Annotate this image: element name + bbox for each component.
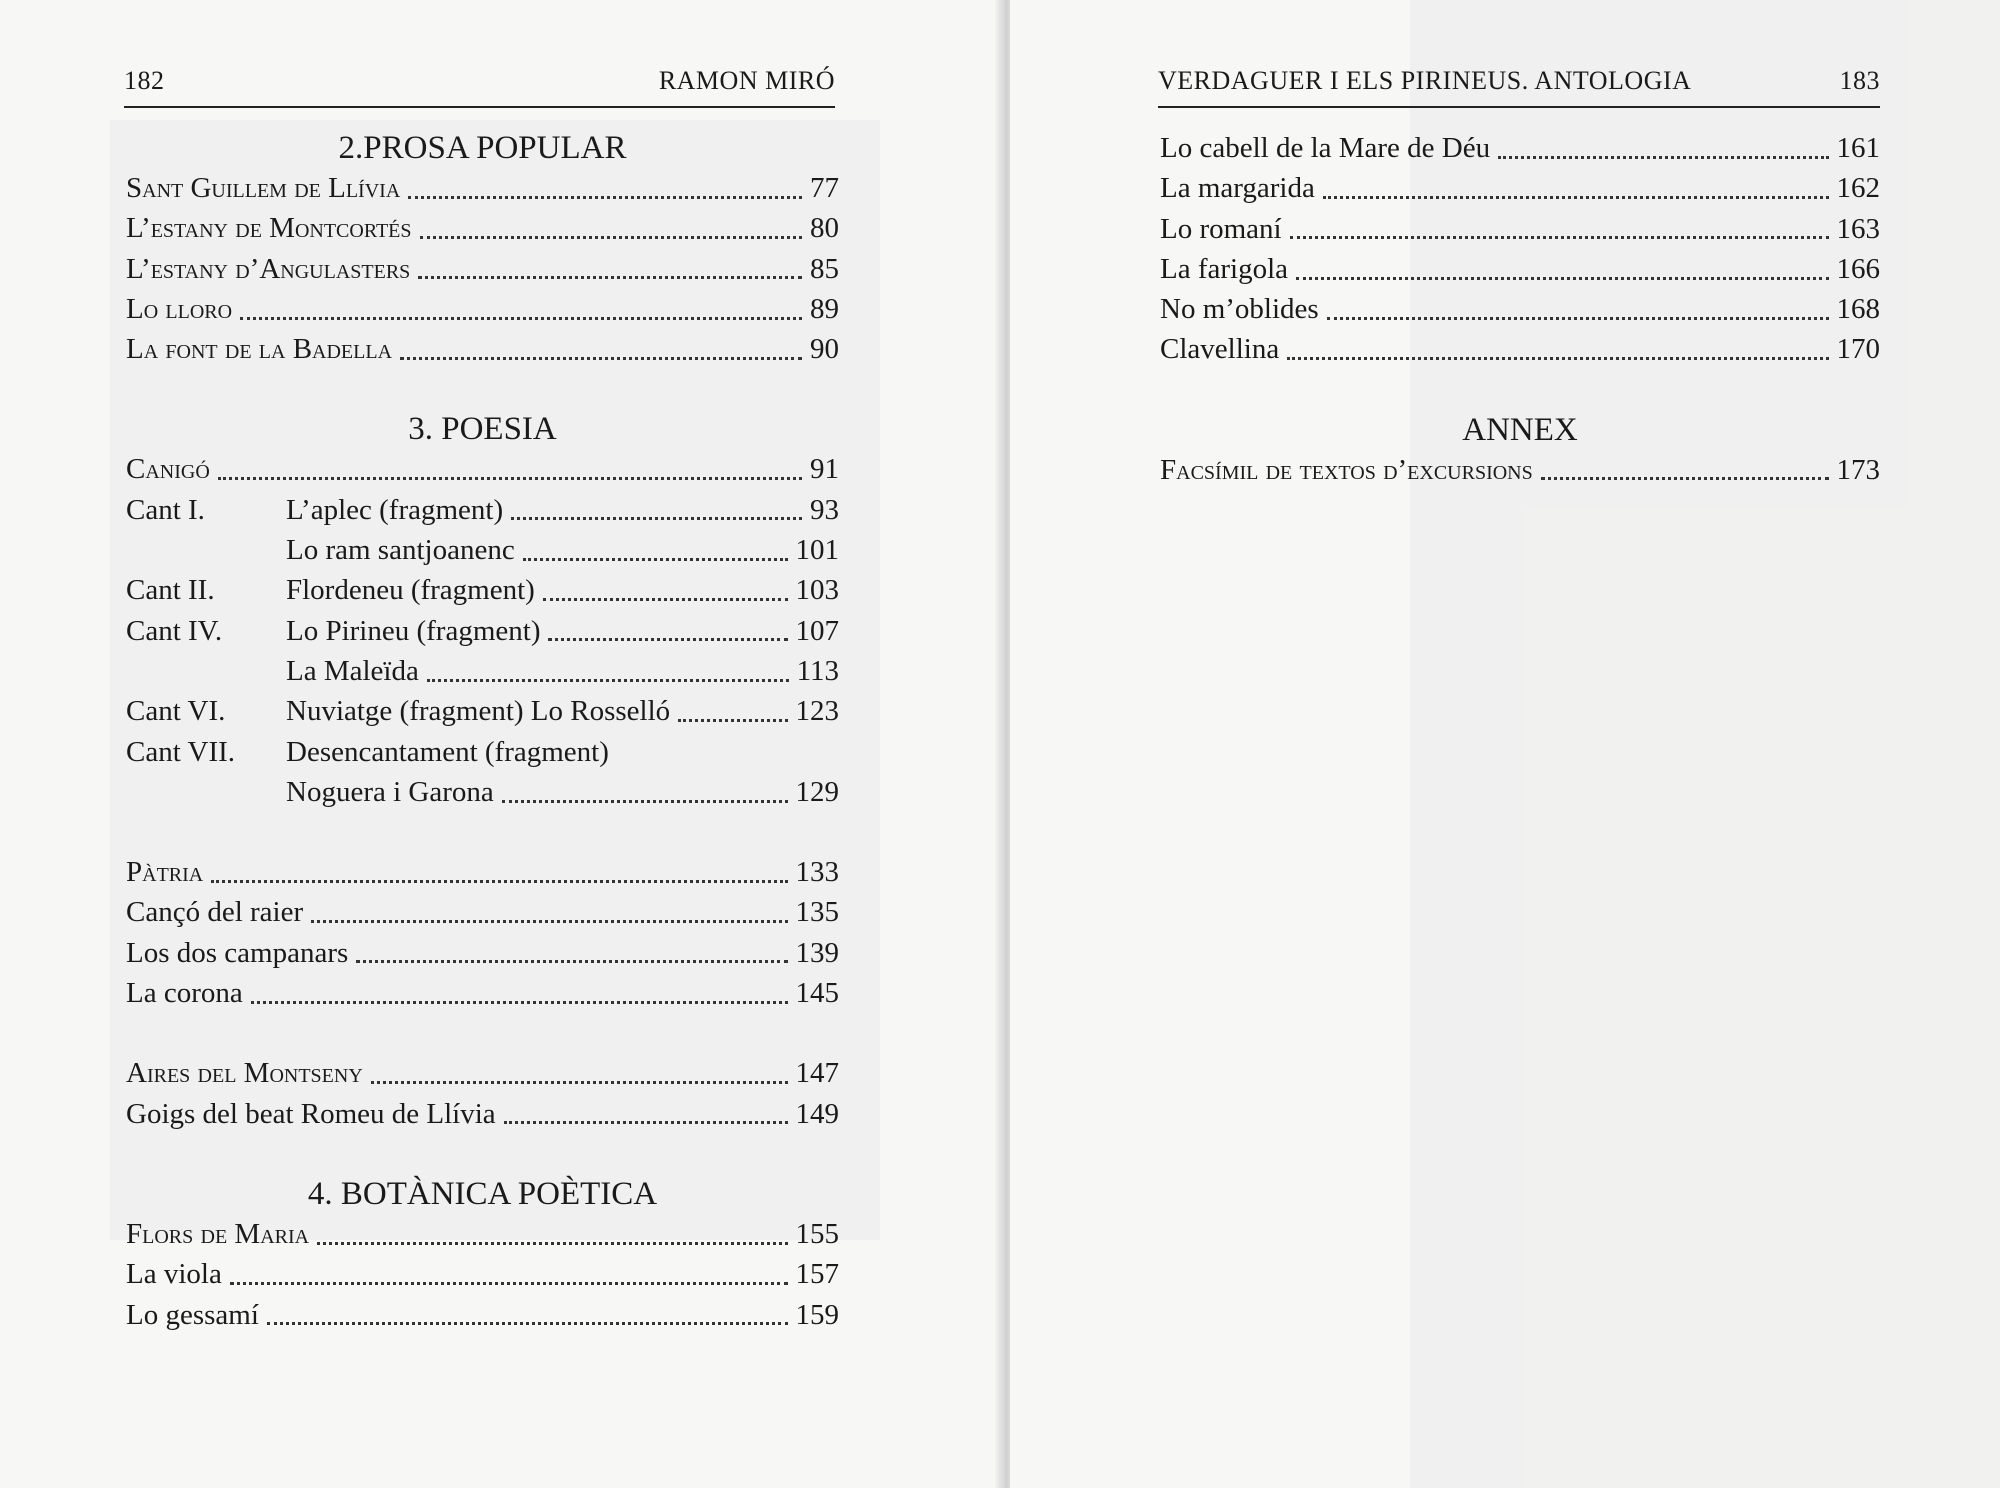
left-page-number: 182	[124, 66, 165, 95]
entry-page-number: 107	[795, 614, 839, 647]
entry-page-number: 91	[810, 453, 839, 486]
entry-page-number: 155	[795, 1217, 839, 1250]
dot-leader	[1541, 477, 1829, 480]
dot-leader	[240, 317, 802, 320]
right-running-header	[1158, 62, 1880, 108]
entry-title: Nuviatge (fragment) Lo Rosselló	[286, 695, 671, 728]
toc-entry	[126, 1254, 839, 1294]
entry-title: No m’oblides	[1160, 293, 1319, 326]
toc-entry	[126, 249, 839, 289]
entry-page-number: 145	[795, 977, 839, 1010]
toc-entry	[126, 570, 839, 610]
entry-title: Clavellina	[1160, 333, 1280, 366]
entry-page-number: 163	[1836, 212, 1880, 245]
toc-entry	[126, 329, 839, 369]
right-toc	[1160, 128, 1880, 490]
canto-label: Cant VII.	[126, 735, 236, 768]
entry-page-number: 173	[1836, 453, 1880, 486]
entry-title: Desencantament (fragment)	[286, 735, 609, 768]
dot-leader	[311, 920, 787, 923]
dot-leader	[218, 477, 802, 480]
entry-page-number: 162	[1836, 172, 1880, 205]
entry-page-number: 103	[795, 574, 839, 607]
toc-entry	[126, 1094, 839, 1134]
entry-title: Goigs del beat Romeu de Llívia	[126, 1097, 496, 1130]
dot-leader	[267, 1322, 788, 1325]
entry-page-number: 133	[795, 856, 839, 889]
entry-page-number: 157	[795, 1258, 839, 1291]
entry-page-number: 159	[795, 1298, 839, 1331]
dot-leader	[1287, 357, 1828, 360]
entry-title: L’estany de Montcortés	[126, 212, 412, 245]
entry-title: La corona	[126, 977, 243, 1010]
toc-entry	[126, 449, 839, 489]
dot-leader	[511, 517, 802, 520]
entry-title: La farigola	[1160, 252, 1289, 285]
dot-leader	[211, 880, 787, 883]
right-page-number: 183	[1839, 66, 1880, 95]
toc-entry	[126, 691, 839, 731]
dot-leader	[548, 638, 787, 641]
entry-title: Lo Pirineu (fragment)	[286, 614, 541, 647]
entry-page-number: 139	[795, 936, 839, 969]
entry-title: Facsímil de textos d’excursions	[1160, 453, 1533, 486]
dot-leader	[356, 960, 787, 963]
entry-page-number: 161	[1836, 132, 1880, 164]
entry-page-number: 113	[796, 654, 839, 687]
canto-label: Cant VI.	[126, 695, 226, 728]
section-heading: ANNEX	[1462, 411, 1578, 448]
toc-entry	[1160, 289, 1880, 329]
section-spacer	[126, 369, 839, 409]
dot-leader	[418, 276, 802, 279]
dot-leader	[1498, 156, 1828, 159]
entry-title: Lo cabell de la Mare de Déu	[1160, 132, 1491, 164]
entry-page-number: 77	[810, 172, 839, 204]
toc-entry	[126, 530, 839, 570]
dot-leader	[1323, 196, 1829, 199]
section-spacer	[1160, 370, 1880, 410]
entry-page-number: 149	[795, 1097, 839, 1130]
toc-entry	[126, 289, 839, 329]
dot-leader	[504, 1121, 788, 1124]
entry-page-number: 89	[810, 292, 839, 325]
toc-entry	[1160, 450, 1880, 490]
toc-entry	[126, 651, 839, 691]
left-toc	[126, 128, 839, 1335]
entry-title: Canigó	[126, 453, 210, 486]
section-spacer	[126, 812, 839, 852]
entry-page-number: 170	[1836, 333, 1880, 366]
toc-entry	[126, 973, 839, 1013]
section-spacer	[126, 1013, 839, 1053]
canto-label: Cant IV.	[126, 614, 223, 647]
toc-entry	[1160, 168, 1880, 208]
left-running-header	[124, 62, 835, 108]
entry-page-number: 93	[810, 493, 839, 526]
entry-title: Lo romaní	[1160, 212, 1282, 245]
dot-leader	[1290, 236, 1829, 239]
entry-title: Lo ram santjoanenc	[286, 534, 515, 567]
dot-leader	[678, 719, 787, 722]
left-running-head: RAMON MIRÓ	[658, 66, 835, 95]
dot-leader	[317, 1242, 787, 1245]
dot-leader	[251, 1001, 788, 1004]
dot-leader	[543, 598, 788, 601]
section-heading: 4. BOTÀNICA POÈTICA	[307, 1175, 658, 1212]
entry-title: Flordeneu (fragment)	[286, 574, 535, 607]
entry-page-number: 135	[795, 896, 839, 929]
canto-label: Cant II.	[126, 574, 215, 607]
entry-page-number: 166	[1836, 252, 1880, 285]
toc-entry	[126, 208, 839, 248]
toc-entry	[126, 892, 839, 932]
entry-title: Noguera i Garona	[286, 775, 494, 808]
entry-page-number: 90	[810, 333, 839, 366]
dot-leader	[1296, 277, 1828, 280]
entry-title: La Maleïda	[286, 654, 419, 687]
entry-title: La margarida	[1160, 172, 1315, 205]
toc-entry	[1160, 209, 1880, 249]
toc-entry	[1160, 128, 1880, 168]
entry-title: Cançó del raier	[126, 896, 304, 929]
entry-page-number: 129	[795, 775, 839, 808]
entry-title: L’aplec (fragment)	[286, 493, 504, 526]
dot-leader	[523, 558, 788, 561]
toc-entry	[126, 1295, 839, 1335]
entry-page-number: 168	[1836, 293, 1880, 326]
dot-leader	[400, 357, 802, 360]
toc-entry	[126, 852, 839, 892]
entry-page-number: 147	[795, 1057, 839, 1090]
entry-page-number: 85	[810, 252, 839, 285]
toc-entry	[126, 490, 839, 530]
dot-leader	[427, 679, 789, 682]
toc-entry	[126, 732, 839, 772]
right-page	[1010, 0, 2000, 1488]
section-heading: 3. POESIA	[408, 411, 557, 448]
section-heading: 2.PROSA POPULAR	[338, 130, 627, 166]
entry-title: Aires del Montseny	[126, 1057, 363, 1090]
entry-page-number: 101	[795, 534, 839, 567]
dot-leader	[420, 236, 802, 239]
dot-leader	[1327, 317, 1829, 320]
entry-title: L’estany d’Angulasters	[126, 252, 411, 285]
entry-title: Flors de Maria	[126, 1217, 310, 1250]
section-spacer	[126, 1134, 839, 1174]
right-running-head: VERDAGUER I ELS PIRINEUS. ANTOLOGIA	[1158, 66, 1692, 95]
entry-title: La font de la Badella	[126, 333, 393, 366]
toc-entry	[126, 611, 839, 651]
entry-title: La viola	[126, 1258, 222, 1291]
toc-entry	[126, 1214, 839, 1254]
entry-title: Sant Guillem de Llívia	[126, 172, 401, 204]
dot-leader	[408, 196, 802, 199]
toc-entry	[126, 168, 839, 208]
canto-label: Cant I.	[126, 493, 205, 526]
toc-entry	[126, 1053, 839, 1093]
entry-title: Lo gessamí	[126, 1298, 259, 1331]
dot-leader	[502, 800, 788, 803]
entry-title: Los dos campanars	[126, 936, 349, 969]
entry-page-number: 80	[810, 212, 839, 245]
toc-entry	[1160, 329, 1880, 369]
dot-leader	[230, 1282, 788, 1285]
entry-title: Lo lloro	[126, 292, 233, 325]
toc-entry	[1160, 249, 1880, 289]
entry-page-number: 123	[795, 695, 839, 728]
entry-title: Pàtria	[126, 856, 204, 889]
dot-leader	[371, 1081, 788, 1084]
toc-entry	[126, 772, 839, 812]
toc-entry	[126, 933, 839, 973]
